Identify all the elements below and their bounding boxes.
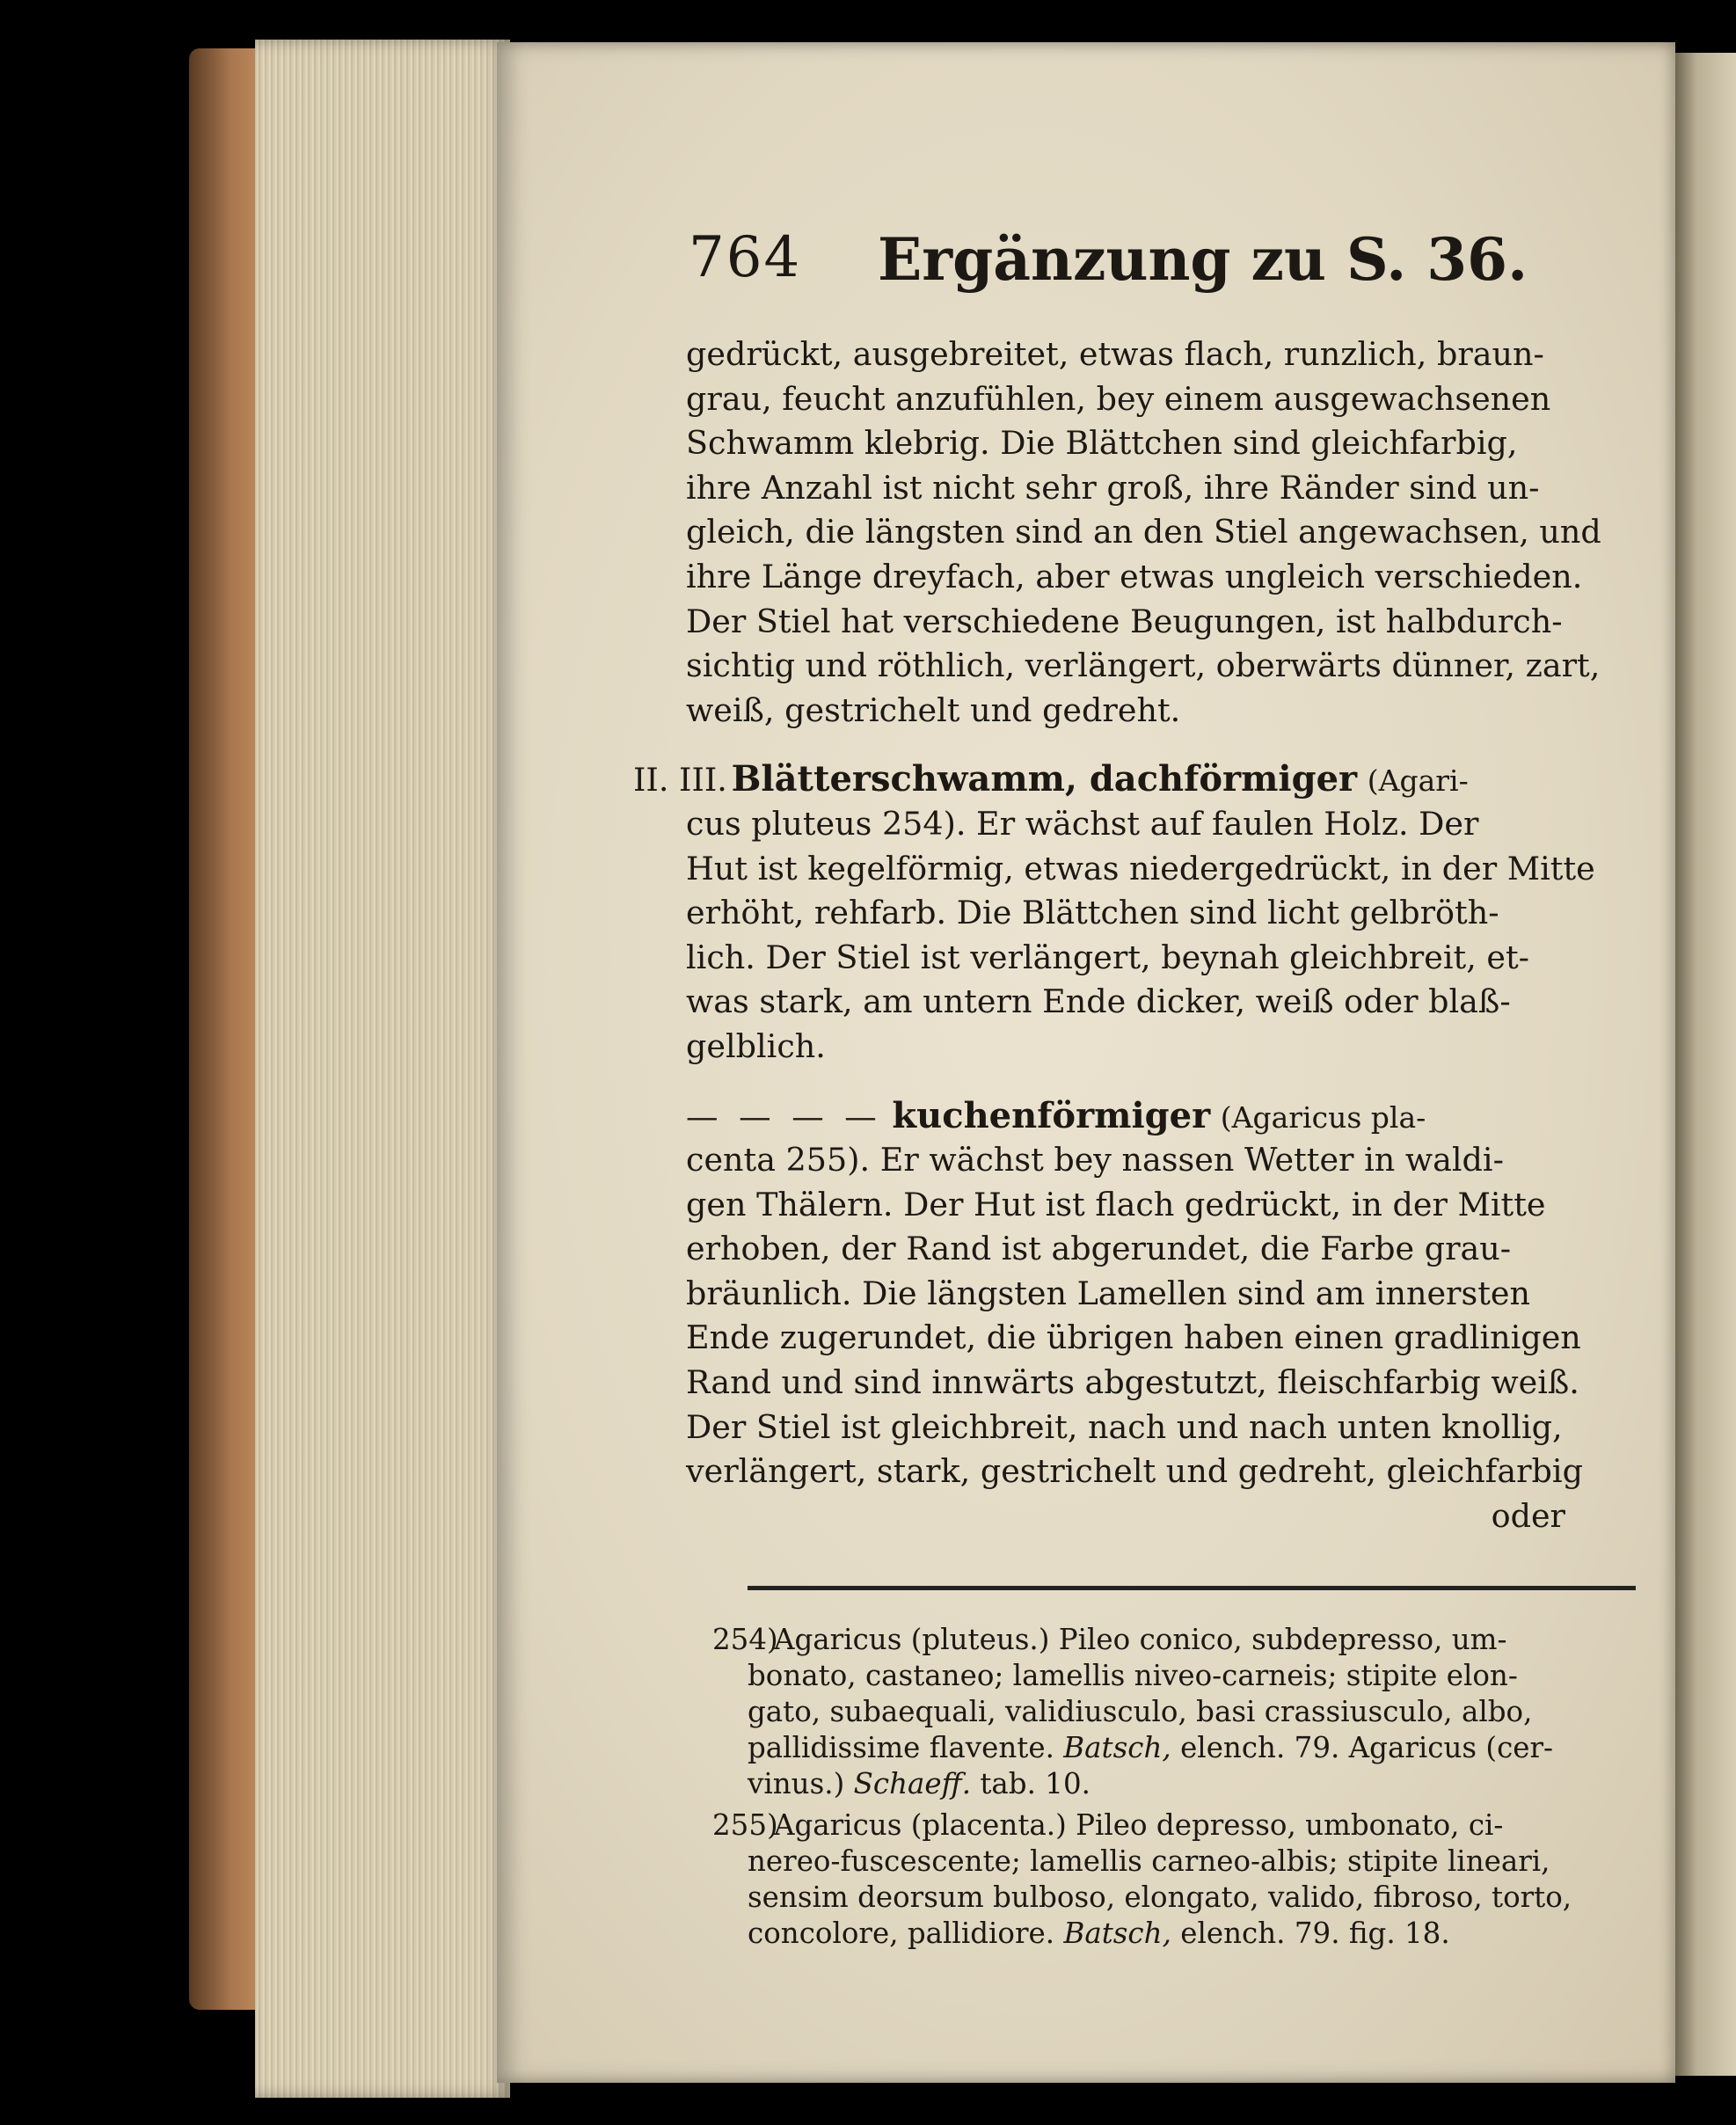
footnote-ref: 255)	[712, 1808, 778, 1842]
text-line: was stark, am untern Ende dicker, weiß oder blaß-	[686, 982, 1511, 1021]
running-head: Ergänzung zu S. 36.	[878, 225, 1528, 294]
page-number: 764	[689, 225, 802, 290]
text-line: erhoben, der Rand ist abgerundet, die Farbe grau-	[686, 1230, 1512, 1268]
author-citation: Batsch,	[1063, 1917, 1171, 1950]
footnote-line	[748, 1916, 1636, 1952]
catchword: oder	[1491, 1496, 1565, 1535]
page-stack-edges	[255, 40, 510, 2098]
footnote-255	[712, 1807, 1636, 1952]
page-header	[689, 225, 1568, 313]
text-line: gleich, die längsten sind an den Stiel angewachsen, und	[686, 513, 1601, 551]
text-line: Rand und sind innwärts abgestutzt, fleischfarbig weiß.	[686, 1363, 1579, 1402]
text-line: cus pluteus 254). Er wächst auf faulen Holz. Der	[686, 804, 1479, 843]
entry-heading-line	[686, 1094, 1565, 1139]
entry-term: Blätterschwamm, dachförmiger	[731, 758, 1358, 800]
paragraph-3	[686, 1094, 1583, 1539]
latin-name: (Agaricus pla-	[1220, 1099, 1426, 1135]
text-line: ihre Länge dreyfach, aber etwas ungleich verschieden.	[686, 557, 1583, 595]
footnote-rule	[748, 1586, 1636, 1590]
text-line: weiß, gestrichelt und gedreht.	[686, 690, 1181, 729]
text-line: bräunlich. Die längsten Lamellen sind am innersten	[686, 1274, 1531, 1312]
footnote-line	[712, 1807, 1636, 1844]
text-line: lich. Der Stiel ist verlängert, beynah gleichbreit, et-	[686, 938, 1529, 976]
text-line: Der Stiel hat verschiedene Beugungen, ist halbdurch-	[686, 602, 1563, 640]
footnote-text: Agaricus (pluteus.) Pileo conico, subdepresso, um-	[774, 1623, 1507, 1656]
footnote-line: sensim deorsum bulboso, elongato, valido, fibroso, torto,	[748, 1880, 1572, 1914]
footnote-ref: 254)	[712, 1623, 778, 1656]
footnote-text: vinus.)	[748, 1767, 845, 1800]
entry-number: II. III.	[633, 761, 727, 800]
author-citation: Batsch,	[1063, 1731, 1171, 1764]
text-line: Ende zugerundet, die übrigen haben einen gradlinigen	[686, 1318, 1581, 1357]
facing-page-edge	[1675, 53, 1736, 2076]
text-line: Hut ist kegelförmig, etwas niedergedrückt, in der Mitte	[686, 849, 1595, 887]
paragraph-1	[686, 332, 1601, 733]
footnote-text: elench. 79. fig. 18.	[1180, 1917, 1450, 1950]
footnotes	[712, 1622, 1636, 1957]
footnote-text: elench. 79. Agaricus (cer-	[1180, 1731, 1554, 1764]
footnote-text: concolore, pallidiore.	[748, 1917, 1055, 1950]
ditto-dashes: — — — —	[686, 1097, 882, 1136]
footnote-text: pallidissime flavente.	[748, 1731, 1054, 1764]
entry-term: kuchenförmiger	[892, 1094, 1211, 1136]
footnote-254	[712, 1622, 1636, 1802]
text-line: gelblich.	[686, 1026, 826, 1065]
main-text	[633, 332, 1601, 1538]
text-line: centa 255). Er wächst bey nassen Wetter in waldi-	[686, 1141, 1504, 1179]
text-line: Schwamm klebrig. Die Blättchen sind gleichfarbig,	[686, 424, 1518, 463]
book-page	[497, 42, 1675, 2083]
text-line: ihre Anzahl ist nicht sehr groß, ihre Ränder sind un-	[686, 468, 1540, 507]
footnote-line: bonato, castaneo; lamellis niveo-carneis; stipite elon-	[748, 1659, 1518, 1692]
text-line: verlängert, stark, gestrichelt und gedreht, gleichfarbig	[686, 1452, 1583, 1491]
latin-name: (Agari-	[1367, 763, 1469, 799]
footnote-line: gato, subaequali, validiusculo, basi crassiusculo, albo,	[748, 1695, 1533, 1728]
footnote-text: tab. 10.	[980, 1767, 1090, 1800]
entry-heading-line	[633, 757, 1565, 802]
author-citation: Schaeff.	[853, 1767, 972, 1800]
text-line: gen Thälern. Der Hut ist flach gedrückt, in der Mitte	[686, 1185, 1546, 1223]
footnote-line: nereo-fuscescente; lamellis carneo-albis; stipite lineari,	[748, 1844, 1550, 1878]
text-line: erhöht, rehfarb. Die Blättchen sind licht gelbröth-	[686, 894, 1499, 932]
text-line: gedrückt, ausgebreitet, etwas flach, runzlich, braun-	[686, 335, 1544, 373]
text-line: Der Stiel ist gleichbreit, nach und nach unten knollig,	[686, 1407, 1563, 1446]
footnote-line	[748, 1730, 1636, 1766]
paragraph-2	[633, 757, 1595, 1069]
footnote-text: Agaricus (placenta.) Pileo depresso, umbonato, ci-	[774, 1808, 1504, 1842]
footnote-line	[748, 1766, 1636, 1802]
text-line: sichtig und röthlich, verlängert, oberwärts dünner, zart,	[686, 646, 1601, 685]
footnote-line	[712, 1622, 1636, 1658]
text-line: grau, feucht anzufühlen, bey einem ausgewachsenen	[686, 379, 1551, 418]
